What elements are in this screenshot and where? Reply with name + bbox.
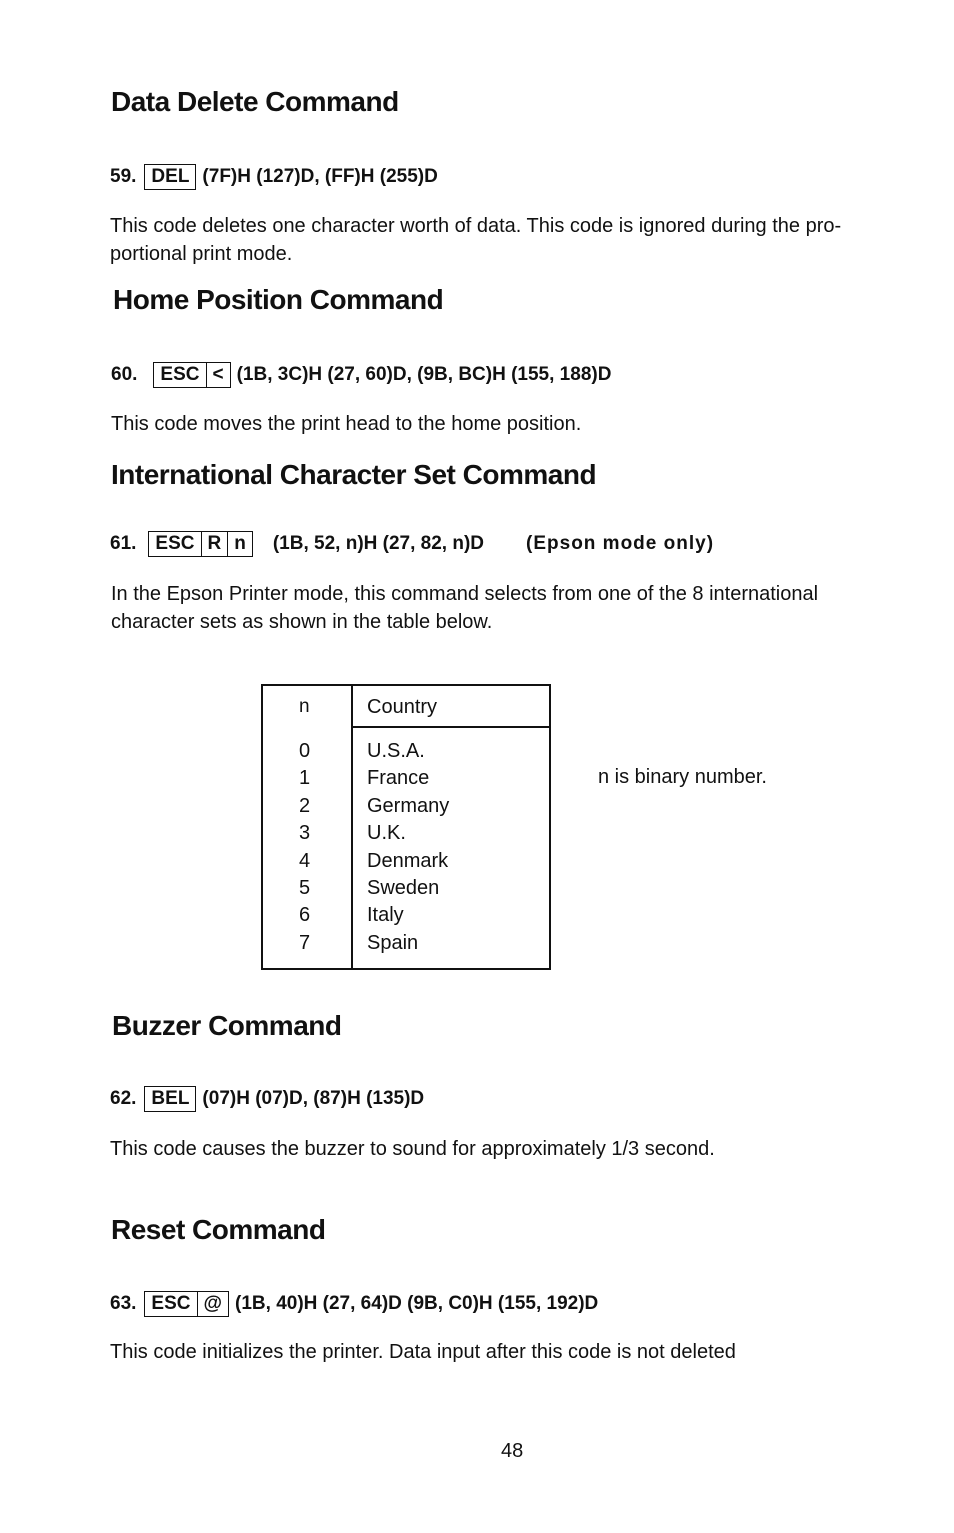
description-61: In the Epson Printer mode, this command selects from one of the 8 international character sets as shown in the table below. [111, 583, 819, 633]
row-country-value: Italy [367, 904, 404, 927]
heading-international-charset: International Character Set Command [111, 459, 597, 490]
key-r: R [201, 532, 228, 556]
command-number: 59. [110, 166, 137, 187]
table-note: n is binary number. [598, 766, 767, 788]
command-number: 62. [110, 1088, 137, 1109]
command-number: 63. [110, 1293, 137, 1314]
row-country-value: Germany [367, 794, 450, 817]
command-number: 61. [110, 533, 137, 554]
row-n-value: 6 [299, 904, 311, 927]
command-codes: (1B, 3C)H (27, 60)D, (9B, BC)H (155, 188)D [236, 364, 612, 385]
heading-buzzer: Buzzer Command [112, 1010, 342, 1041]
table-header-n: n [299, 696, 310, 717]
key-esc: ESC [160, 364, 200, 385]
command-mode: (Epson mode only) [526, 533, 715, 554]
command-codes: (07)H (07)D, (87)H (135)D [202, 1088, 425, 1109]
command-number: 60. [111, 364, 138, 385]
table-divider-horizontal [351, 726, 549, 728]
key-box [148, 531, 252, 557]
command-60 [111, 362, 611, 388]
table-row [263, 822, 549, 850]
command-62 [110, 1086, 424, 1112]
table-row [263, 795, 549, 823]
table-row [263, 850, 549, 878]
row-country-value: U.K. [367, 822, 406, 845]
key-box [144, 1291, 229, 1317]
row-n-value: 1 [299, 767, 311, 790]
key-less-than: < [206, 363, 230, 387]
table-row [263, 932, 549, 960]
row-country-value: France [367, 767, 430, 790]
row-n-value: 7 [299, 931, 311, 954]
table-row [263, 877, 549, 905]
description-59: This code deletes one character worth of data. This code is ignored during the pro- portional print mode. [110, 215, 842, 265]
key-box [153, 362, 230, 388]
command-codes: (7F)H (127)D, (FF)H (255)D [202, 166, 438, 187]
row-country-value: Sweden [367, 877, 440, 899]
command-59 [110, 164, 438, 190]
heading-data-delete: Data Delete Command [111, 86, 399, 117]
row-n-value: 5 [299, 877, 311, 899]
key-n: n [227, 532, 252, 556]
key-esc: ESC [155, 533, 195, 554]
description-63: This code initializes the printer. Data input after this code is not deleted [110, 1341, 736, 1363]
key-box [144, 164, 196, 190]
row-country-value: Spain [367, 931, 419, 954]
row-country-value: U.S.A. [367, 740, 425, 762]
row-country-value: Denmark [367, 849, 449, 872]
heading-home-position: Home Position Command [113, 284, 444, 315]
row-n-value: 0 [299, 740, 311, 762]
charset-table [261, 684, 551, 970]
table-header-country: Country [367, 696, 438, 718]
command-codes: (1B, 40)H (27, 64)D (9B, C0)H (155, 192)D [235, 1293, 599, 1314]
key-box [144, 1086, 196, 1112]
key-bel: BEL [151, 1088, 190, 1109]
table-row [263, 740, 549, 768]
page-number: 48 [501, 1440, 524, 1462]
command-63 [110, 1291, 598, 1317]
heading-reset: Reset Command [111, 1214, 326, 1245]
description-62: This code causes the buzzer to sound for approximately 1/3 second. [110, 1138, 715, 1160]
key-esc: ESC [151, 1293, 191, 1314]
key-del: DEL [151, 166, 190, 187]
command-codes: (1B, 52, n)H (27, 82, n)D [272, 533, 485, 554]
table-row [263, 904, 549, 932]
command-61 [110, 531, 714, 557]
row-n-value: 4 [299, 849, 311, 872]
key-at: @ [197, 1292, 229, 1316]
row-n-value: 3 [299, 822, 311, 845]
table-row [263, 767, 549, 795]
row-n-value: 2 [299, 794, 311, 817]
description-60: This code moves the print head to the home position. [111, 413, 582, 435]
